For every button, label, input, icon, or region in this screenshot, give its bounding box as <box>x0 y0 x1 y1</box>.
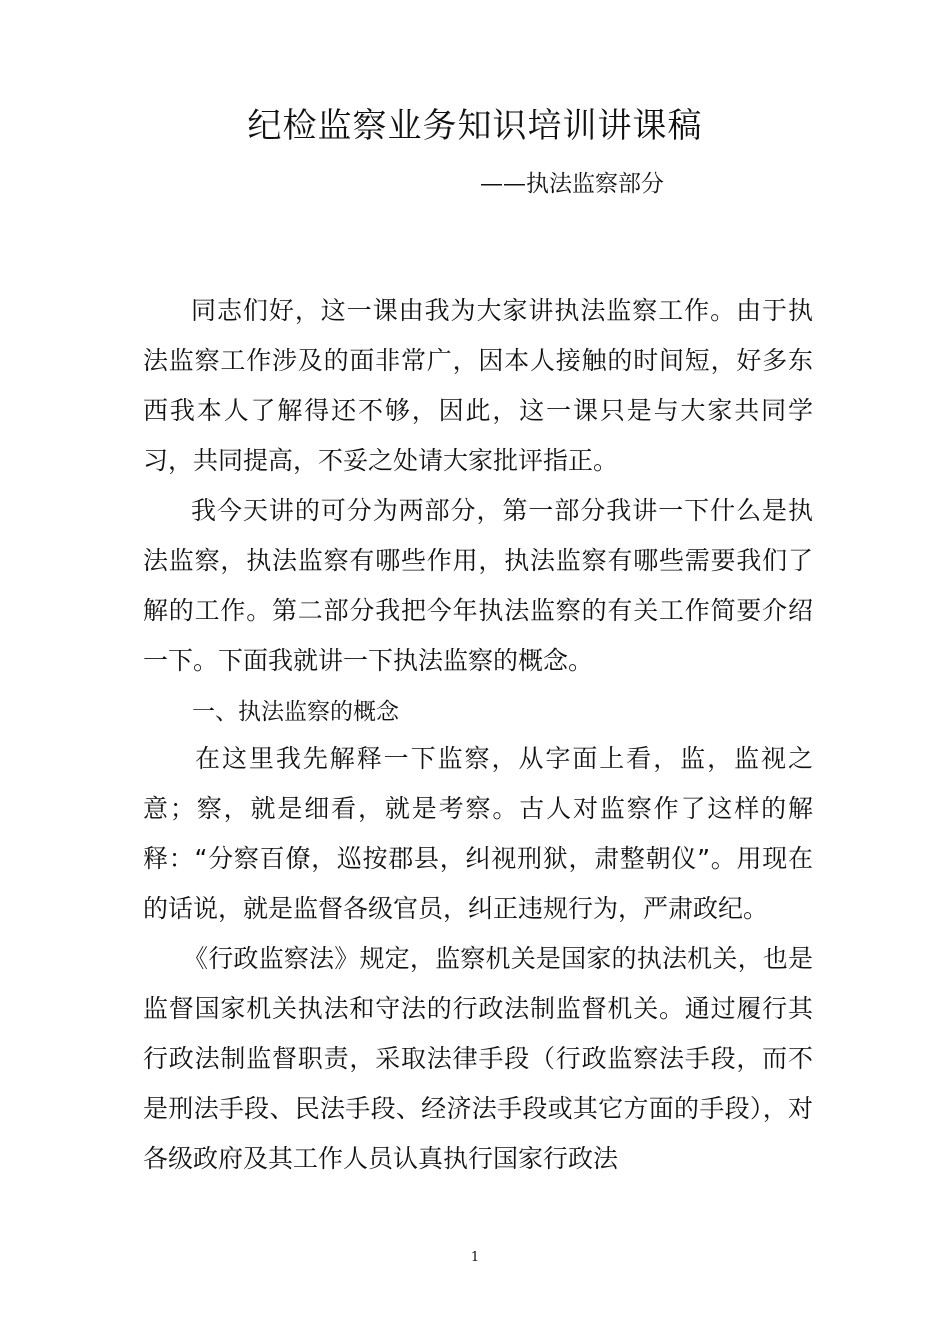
page-title: 纪检监察业务知识培训讲课稿 <box>247 106 703 146</box>
paragraph-definition: 在这里我先解释一下监察，从字面上看，监，监视之意；察，就是细看，就是考察。古人对监察作了这样的解释：“分察百僚，巡按郡县，纠视刑狱，肃整朝仪”。用现在的话说，就是监督各级官员，纠正违规行为，严肃政纪。 <box>143 744 813 923</box>
paragraph-greeting: 同志们好，这一课由我为大家讲执法监察工作。由于执法监察工作涉及的面非常广，因本人接触的时间短，好多东西我本人了解得还不够，因此，这一课只是与大家共同学习，共同提高，不妥之处请大家批评指正。 <box>143 296 813 475</box>
section-heading: 一、执法监察的概念 <box>192 699 399 725</box>
page-subtitle: ——执法监察部分 <box>480 171 664 197</box>
paragraph-law: 《行政监察法》规定，监察机关是国家的执法机关，也是监督国家机关执法和守法的行政法制监督机关。通过履行其行政法制监督职责，采取法律手段（行政监察法手段，而不是刑法手段、民法手段、经济法手段或其它方面的手段），对各级政府及其工作人员认真执行国家行政法 <box>143 944 813 1173</box>
page-number: 1 <box>470 1250 480 1265</box>
paragraph-outline: 我今天讲的可分为两部分，第一部分我讲一下什么是执法监察，执法监察有哪些作用，执法监察有哪些需要我们了解的工作。第二部分我把今年执法监察的有关工作简要介绍一下。下面我就讲一下执法监察的概念。 <box>143 496 813 675</box>
